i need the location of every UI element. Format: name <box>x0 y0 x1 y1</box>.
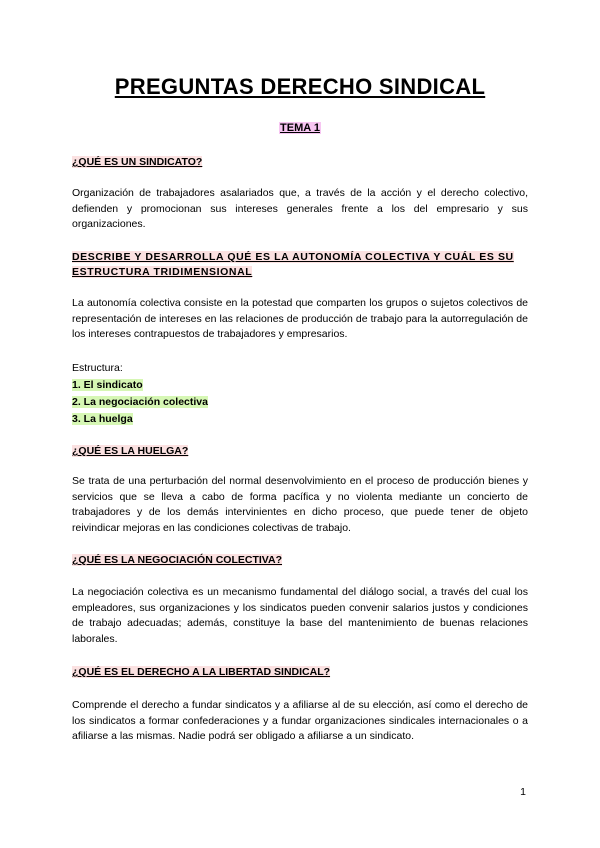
question-heading-5: ¿QUÉ ES EL DERECHO A LA LIBERTAD SINDICAL? <box>72 666 331 678</box>
structure-list <box>72 360 528 428</box>
page-number: 1 <box>520 786 526 798</box>
structure-label: Estructura: <box>72 362 123 374</box>
question-heading-2: DESCRIBE Y DESARROLLA QUÉ ES LA AUTONOMÍA COLECTIVA Y CUÁL ES SU ESTRUCTURA TRIDIMENSIONAL <box>72 251 514 278</box>
page-title: PREGUNTAS DERECHO SINDICAL <box>114 74 486 99</box>
question-heading-3: ¿QUÉ ES LA HUELGA? <box>72 445 189 457</box>
list-item: 1. El sindicato <box>72 379 143 391</box>
tema-label: TEMA 1 <box>280 122 320 134</box>
question-heading-1: ¿QUÉ ES UN SINDICATO? <box>72 156 203 168</box>
answer-5: Comprende el derecho a fundar sindicatos y a afiliarse al de su elección, así como el derecho de los sindicatos a formar confederaciones y a fundar organizaciones sindicales internacionales o a afiliarse a las mismas. Nadie podrá ser obligado a afiliarse a un sindicato. <box>72 699 528 742</box>
answer-1: Organización de trabajadores asalariados que, a través de la acción y el derecho colectivo, defienden y promocionan sus intereses generales frente a los del empresario y sus organizaciones. <box>72 187 528 230</box>
answer-2: La autonomía colectiva consiste en la potestad que comparten los grupos o sujetos colectivos de representación de intereses en las relaciones de producción de trabajo para la autorregulación de los intereses contrapuestos de trabajadores y empresarios. <box>72 297 528 340</box>
list-item: 3. La huelga <box>72 413 133 425</box>
answer-4: La negociación colectiva es un mecanismo fundamental del diálogo social, a través del cual los empleadores, sus organizaciones y los sindicatos pueden convenir salarios justos y condiciones de trabajo adecuadas; además, constituye la base del mantenimiento de buenas relaciones laborales. <box>72 586 528 645</box>
list-item: 2. La negociación colectiva <box>72 396 208 408</box>
section-label <box>0 122 600 134</box>
answer-3: Se trata de una perturbación del normal desenvolvimiento en el proceso de producción bienes y servicios que se lleva a cabo de forma pacífica y no violenta mediante un concierto de trabajadores y de los demás intervinientes en dicho proceso, que puede tener de objeto reivindicar mejoras en las condiciones colectivas de trabajo. <box>72 475 528 534</box>
question-heading-4: ¿QUÉ ES LA NEGOCIACIÓN COLECTIVA? <box>72 554 283 566</box>
